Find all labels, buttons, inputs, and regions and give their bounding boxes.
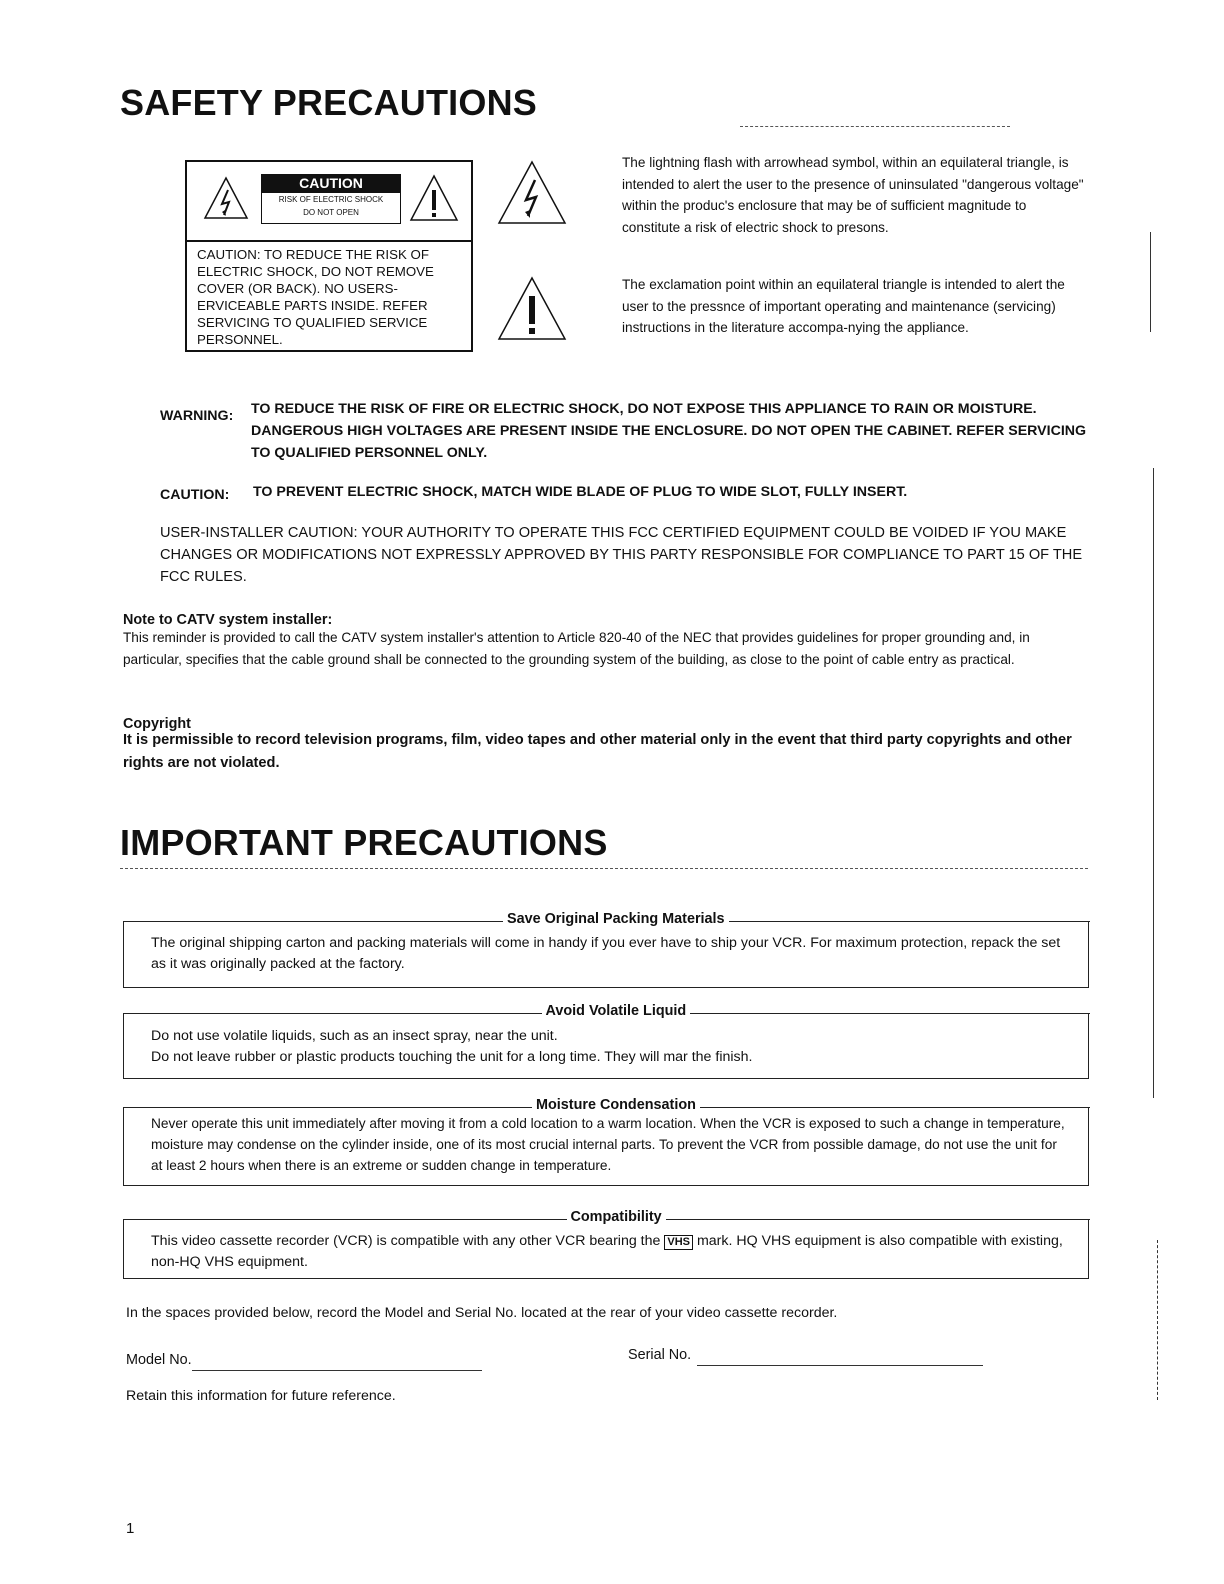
lightning-explanation: The lightning flash with arrowhead symbol, within an equilateral triangle, is intended to alert the user to the presence of uninsulated "dangerous voltage" within the produc's enclosure that may be of sufficient magnitude to constitute a risk of electric shock to presons. (622, 155, 1084, 235)
caution-sub-line-2: DO NOT OPEN (303, 208, 359, 217)
caution2-text: TO PREVENT ELECTRIC SHOCK, MATCH WIDE BLADE OF PLUG TO WIDE SLOT, FULLY INSERT. (253, 484, 908, 500)
vhs-logo: VHS (664, 1235, 693, 1250)
exclamation-icon (409, 174, 459, 222)
exclamation-explanation: The exclamation point within an equilateral triangle is intended to alert the user to the pressnce of important operating and maintenance (servicing) instructions in the literature accompa-nying the appliance. (622, 277, 1065, 335)
compat-box (123, 1209, 1089, 1279)
caution2-label: CAUTION: (160, 487, 230, 503)
caution-sub-label (261, 192, 401, 224)
moisture-heading: Moisture Condensation (532, 1097, 700, 1113)
packing-heading: Save Original Packing Materials (503, 911, 729, 927)
caution-sub-line-1: RISK OF ELECTRIC SHOCK (278, 195, 384, 204)
packing-text: The original shipping carton and packing materials will come in handy if you ever have to ship your VCR. For maximum protection, repack the set as it was originally packed at the factory. (151, 935, 1061, 972)
page-number: 1 (126, 1520, 135, 1537)
important-rule (120, 868, 1088, 869)
volatile-heading: Avoid Volatile Liquid (542, 1003, 691, 1019)
fcc-caution-text: USER-INSTALLER CAUTION: YOUR AUTHORITY TO OPERATE THIS FCC CERTIFIED EQUIPMENT COULD BE VOIDED IF YOU MAKE CHANGES OR MODIFICATIONS NOT EXPRESSLY APPROVED BY THIS PARTY RESPONSIBLE FOR COMPLIANCE TO PART 15 OF THE FCC RULES. (160, 525, 1083, 585)
model-blank-line[interactable] (192, 1356, 482, 1371)
important-title: IMPORTANT PRECAUTIONS (120, 822, 608, 863)
margin-mark (1150, 232, 1151, 332)
copyright-text: It is permissible to record television programs, film, video tapes and other material only in the event that third party copyrights and other rights are not violated. (123, 732, 1072, 771)
volatile-line-1: Do not use volatile liquids, such as an insect spray, near the unit. (151, 1028, 558, 1044)
model-label: Model No. (126, 1352, 192, 1368)
margin-mark (1157, 1240, 1158, 1400)
warning-label: WARNING: (160, 408, 234, 424)
retain-note: Retain this information for future reference. (126, 1388, 396, 1404)
moisture-box (123, 1097, 1089, 1186)
model-field (126, 1349, 482, 1371)
compat-text-after: mark. HQ VHS equipment is also compatible with existing, non-HQ VHS equipment. (151, 1233, 1063, 1270)
packing-box (123, 911, 1089, 988)
volatile-box (123, 1003, 1089, 1079)
compat-heading: Compatibility (567, 1209, 666, 1225)
serial-label: Serial No. (628, 1347, 692, 1363)
catv-text: This reminder is provided to call the CATV system installer's attention to Article 820-40 of the NEC that provides guidelines for proper grounding and, in particular, specifies that the cable ground shall be connected to the grounding system of the building, as close to the point of cable entry as practical. (123, 630, 1030, 667)
lightning-icon (203, 176, 249, 220)
caution-label-header (187, 162, 471, 242)
serial-field (628, 1344, 983, 1366)
margin-mark (1153, 468, 1154, 1098)
warning-text: TO REDUCE THE RISK OF FIRE OR ELECTRIC SHOCK, DO NOT EXPOSE THIS APPLIANCE TO RAIN OR MOISTURE. DANGEROUS HIGH VOLTAGES ARE PRESENT INSIDE THE ENCLOSURE. DO NOT OPEN THE CABINET. REFER SERVICING TO QUALIFIED PERSONNEL ONLY. (251, 401, 1087, 461)
catv-title: Note to CATV system installer: (123, 612, 333, 628)
moisture-text: Never operate this unit immediately after moving it from a cold location to a warm location. When the VCR is exposed to such a change in temperature, moisture may condense on the cylinder inside, one of its most crucial internal parts. To prevent the VCR from possible damage, do not use the unit for at least 2 hours when there is an extreme or sudden change in temperature. (151, 1116, 1065, 1173)
safety-title: SAFETY PRECAUTIONS (120, 82, 537, 123)
volatile-text (151, 1026, 1066, 1068)
lightning-triangle-icon (497, 160, 567, 226)
serial-blank-line[interactable] (697, 1351, 983, 1366)
record-instruction: In the spaces provided below, record the Model and Serial No. located at the rear of your video cassette recorder. (126, 1305, 838, 1321)
title-rule (740, 126, 1010, 127)
compat-text-before: This video cassette recorder (VCR) is compatible with any other VCR bearing the (151, 1233, 661, 1249)
copyright-title: Copyright (123, 716, 191, 732)
caution-label: CAUTION (261, 174, 401, 192)
caution-warning-text: CAUTION: TO REDUCE THE RISK OF ELECTRIC SHOCK, DO NOT REMOVE COVER (OR BACK). NO USERS-ERVICEABLE PARTS INSIDE. REFER SERVICING TO QUALIFIED SERVICE PERSONNEL. (197, 247, 434, 347)
caution-label-box (185, 160, 473, 352)
volatile-line-2: Do not leave rubber or plastic products touching the unit for a long time. They will mar the finish. (151, 1049, 753, 1065)
exclamation-triangle-icon (497, 276, 567, 342)
compat-text (151, 1231, 1066, 1273)
